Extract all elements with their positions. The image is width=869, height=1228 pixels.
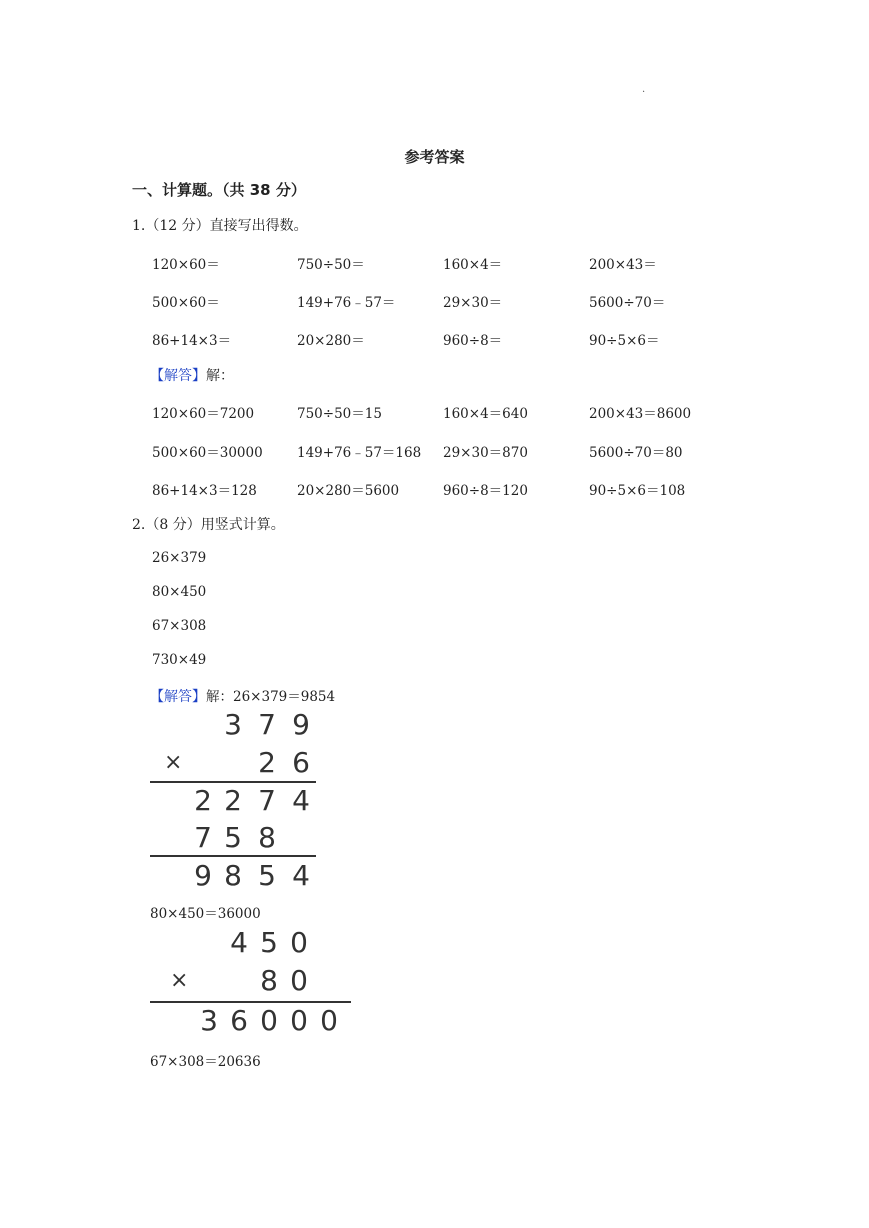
times-sign: ×: [164, 750, 183, 775]
q1-answer: 20×280＝5600: [297, 483, 400, 499]
q2-problem: 26×379: [152, 550, 207, 566]
result-row: [150, 1004, 355, 1040]
multiplier-row: [150, 964, 355, 1000]
digit: 0: [320, 1004, 338, 1037]
q1-answer: 160×4＝640: [443, 406, 528, 422]
digit: 9: [194, 859, 212, 892]
answer-third: 67×308＝20636: [150, 1054, 261, 1070]
digit: 2: [258, 746, 276, 779]
digit: 4: [292, 784, 310, 817]
q1-answer: 86+14×3＝128: [152, 483, 257, 499]
digit: 5: [224, 821, 242, 854]
q2-prompt: 2.（8 分）用竖式计算。: [132, 517, 285, 533]
digit: 0: [260, 1004, 278, 1037]
q1-answer: 90÷5×6＝108: [589, 483, 686, 499]
digit: 5: [260, 926, 278, 959]
digit: 0: [290, 1004, 308, 1037]
rule-line: [150, 1001, 351, 1003]
q1-problem: 750÷50＝: [297, 257, 365, 273]
q1-problem: 20×280＝: [297, 333, 365, 349]
digit: 7: [258, 784, 276, 817]
digit: 0: [290, 964, 308, 997]
q2-problem: 67×308: [152, 618, 207, 634]
digit: 2: [194, 784, 212, 817]
digit: 0: [290, 926, 308, 959]
digit: 6: [230, 1004, 248, 1037]
digit: 6: [292, 746, 310, 779]
answer-tag: 【解答】: [150, 368, 206, 384]
q1-problem: 200×43＝: [589, 257, 657, 273]
answer-first: 解：26×379＝9854: [206, 689, 336, 705]
answer-tag: 【解答】: [150, 689, 206, 705]
digit: 5: [258, 859, 276, 892]
partial-product-row: [150, 784, 320, 820]
result-row: [150, 859, 320, 895]
section-heading: 一、计算题。（共 38 分）: [132, 181, 306, 199]
digit: 9: [292, 708, 310, 741]
digit: 4: [292, 859, 310, 892]
page-title: 参考答案: [404, 148, 465, 166]
q1-problem: 86+14×3＝: [152, 333, 232, 349]
q1-problem: 90÷5×6＝: [589, 333, 660, 349]
partial-product-row: [150, 821, 320, 857]
q1-answer: 120×60＝7200: [152, 406, 255, 422]
q1-answer: 960÷8＝120: [443, 483, 528, 499]
vertical-multiplication-1: [150, 708, 320, 893]
multiplier-row: [150, 746, 320, 782]
answer-second: 80×450＝36000: [150, 906, 261, 922]
q1-answer: 5600÷70＝80: [589, 445, 683, 461]
header-dot: .: [642, 84, 646, 95]
digit: 7: [258, 708, 276, 741]
digit: 7: [194, 821, 212, 854]
q1-answer: 29×30＝870: [443, 445, 528, 461]
digit: 8: [224, 859, 242, 892]
q1-problem: 120×60＝: [152, 257, 220, 273]
q1-answer: 500×60＝30000: [152, 445, 263, 461]
q1-prompt: 1.（12 分）直接写出得数。: [132, 218, 308, 234]
q1-problem: 149+76﹣57＝: [297, 295, 396, 311]
vertical-multiplication-2: [150, 926, 355, 1041]
q1-problem: 160×4＝: [443, 257, 503, 273]
q1-problem: 500×60＝: [152, 295, 220, 311]
q2-problem: 730×49: [152, 652, 207, 668]
digit: 8: [258, 821, 276, 854]
q1-problem: 29×30＝: [443, 295, 503, 311]
rule-line: [150, 781, 316, 783]
q2-answer-label: [150, 685, 335, 706]
q2-problem: 80×450: [152, 584, 207, 600]
times-sign: ×: [170, 968, 189, 993]
digit: 3: [200, 1004, 218, 1037]
answer-prefix: 解：: [206, 368, 234, 384]
q1-answer-label: [150, 365, 234, 385]
digit: 2: [224, 784, 242, 817]
multiplicand-row: [150, 708, 320, 744]
q1-problem: 960÷8＝: [443, 333, 503, 349]
digit: 4: [230, 926, 248, 959]
digit: 8: [260, 964, 278, 997]
q1-problem: 5600÷70＝: [589, 295, 666, 311]
q1-answer: 149+76﹣57＝168: [297, 445, 422, 461]
digit: 3: [224, 708, 242, 741]
q1-answer: 750÷50＝15: [297, 406, 382, 422]
rule-line: [150, 855, 316, 857]
q1-answer: 200×43＝8600: [589, 406, 692, 422]
multiplicand-row: [150, 926, 355, 962]
